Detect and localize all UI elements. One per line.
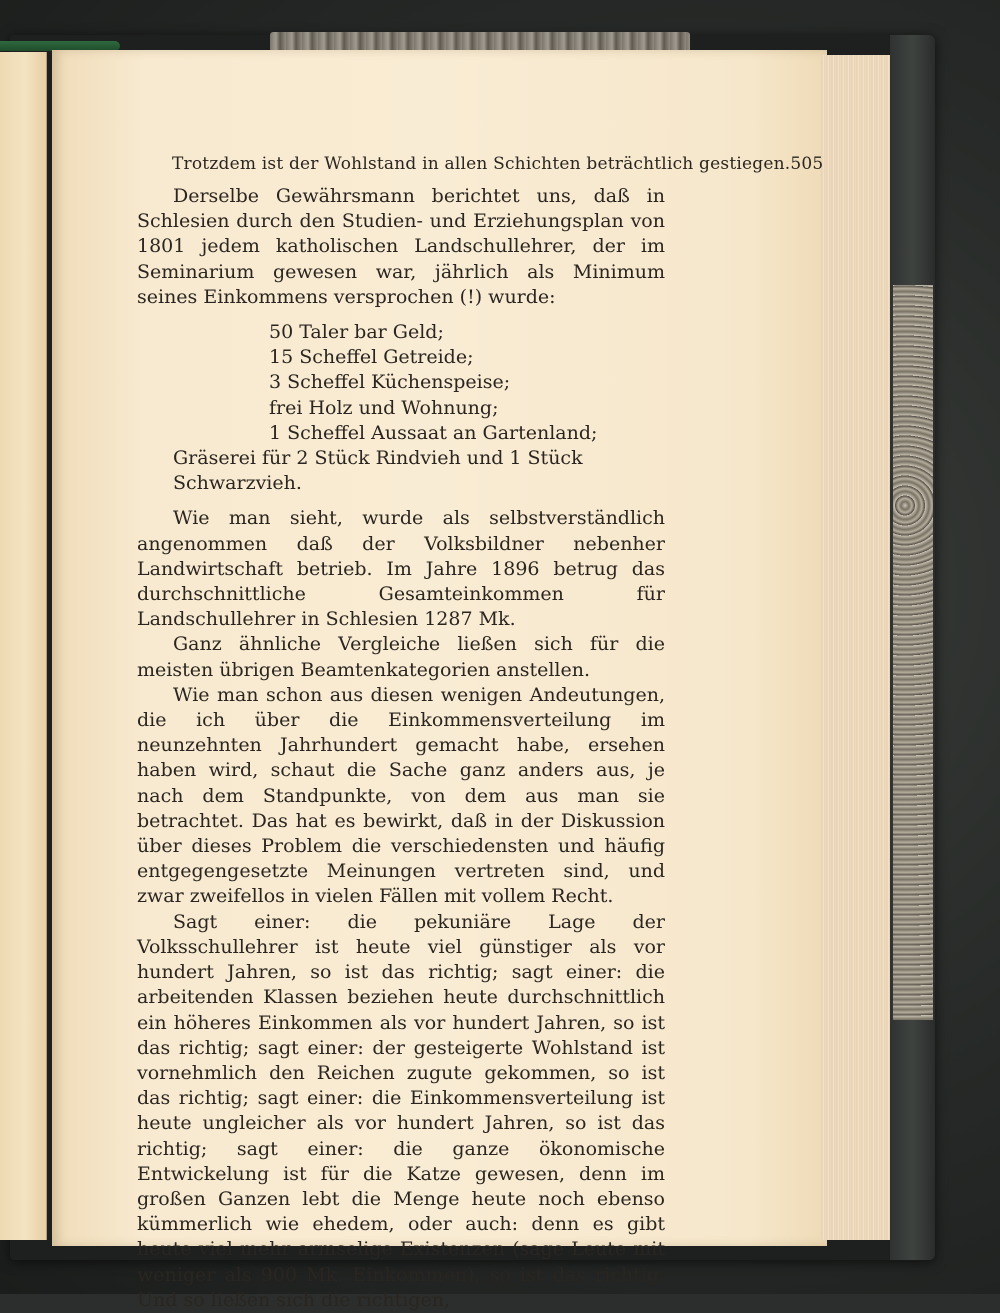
income-item: 15 Scheffel Getreide; [269,346,474,369]
income-item: 1 Scheffel Aussaat an Gartenland; [269,421,598,444]
income-item: 50 Taler bar Geld; [269,321,444,344]
income-list [137,320,665,496]
income-item: frei Holz und Wohnung; [269,396,499,419]
page-number: 505 [790,154,824,174]
paragraph-4: Wie man schon aus diesen wenigen Andeutungen, die ich über die Einkommensverteilung im neunzehnten Jahrhundert gemacht habe, ersehen haben wird, schaut die Sache ganz anders aus, je nach dem Standpunkte, von dem aus man sie betrachtet. Das hat es bewirkt, daß in der Diskussion über dieses Problem die verschiedensten und häufig entgegengesetzte Meinungen vertreten sind, und zwar zweifellos in vielen Fällen mit vollem Recht. [137,683,665,908]
running-header [172,152,824,176]
page-edges [820,55,895,1240]
paragraph-3: Ganz ähnliche Vergleiche ließen sich für die meisten übrigen Beamtenkategorien anstellen. [137,633,665,681]
paragraph-2: Wie man sieht, wurde als selbstverständlich angenommen daß der Volksbildner nebenher Landwirtschaft betrieb. Im Jahre 1896 betrug das durchschnittliche Gesamteinkommen für Landschullehrer in Schlesien 1287 Mk. [137,507,665,631]
page-content [137,184,665,1313]
income-item: Gräserei für 2 Stück Rindvieh und 1 Stück Schwarzvieh. [173,447,583,495]
paragraph-1: Derselbe Gewährsmann berichtet uns, daß in Schlesien durch den Studien- und Erziehungsplan von 1801 jedem katholischen Landschullehrer, der im Seminarium gewesen war, jährlich als Minimum seines Einkommens versprochen (!) wurde: [137,185,665,308]
left-page-edge [0,52,47,1240]
paragraph-5: Sagt einer: die pekuniäre Lage der Volksschullehrer ist heute viel günstiger als vor hundert Jahren, so ist das richtig; sagt einer: die arbeitenden Klassen beziehen heute durchschnittlich ein höheres Einkommen als vor hundert Jahren, so ist das richtig; sagt einer: der gesteigerte Wohlstand ist vornehmlich den Reichen zugute gekommen, so ist das richtig; sagt einer: die Einkommensverteilung ist heute ungleicher als vor hundert Jahren, so ist das richtig; sagt einer: die ganze ökonomische Entwickelung ist für die Katze gewesen, denn im großen Ganzen lebt die Menge heute noch ebenso kümmerlich wie ehedem, oder auch: denn es gibt heute viel mehr armselige Existenzen (sage Leute mit weniger als 900 Mk. Einkommen), so ist das richtig. Und so ließen sich die richtigen, [137,910,665,1311]
running-title: Trotzdem ist der Wohlstand in allen Schichten beträchtlich gestiegen. [172,154,791,174]
spacer [137,496,665,506]
marbled-paper [893,285,933,1020]
income-item: 3 Scheffel Küchenspeise; [269,371,511,394]
